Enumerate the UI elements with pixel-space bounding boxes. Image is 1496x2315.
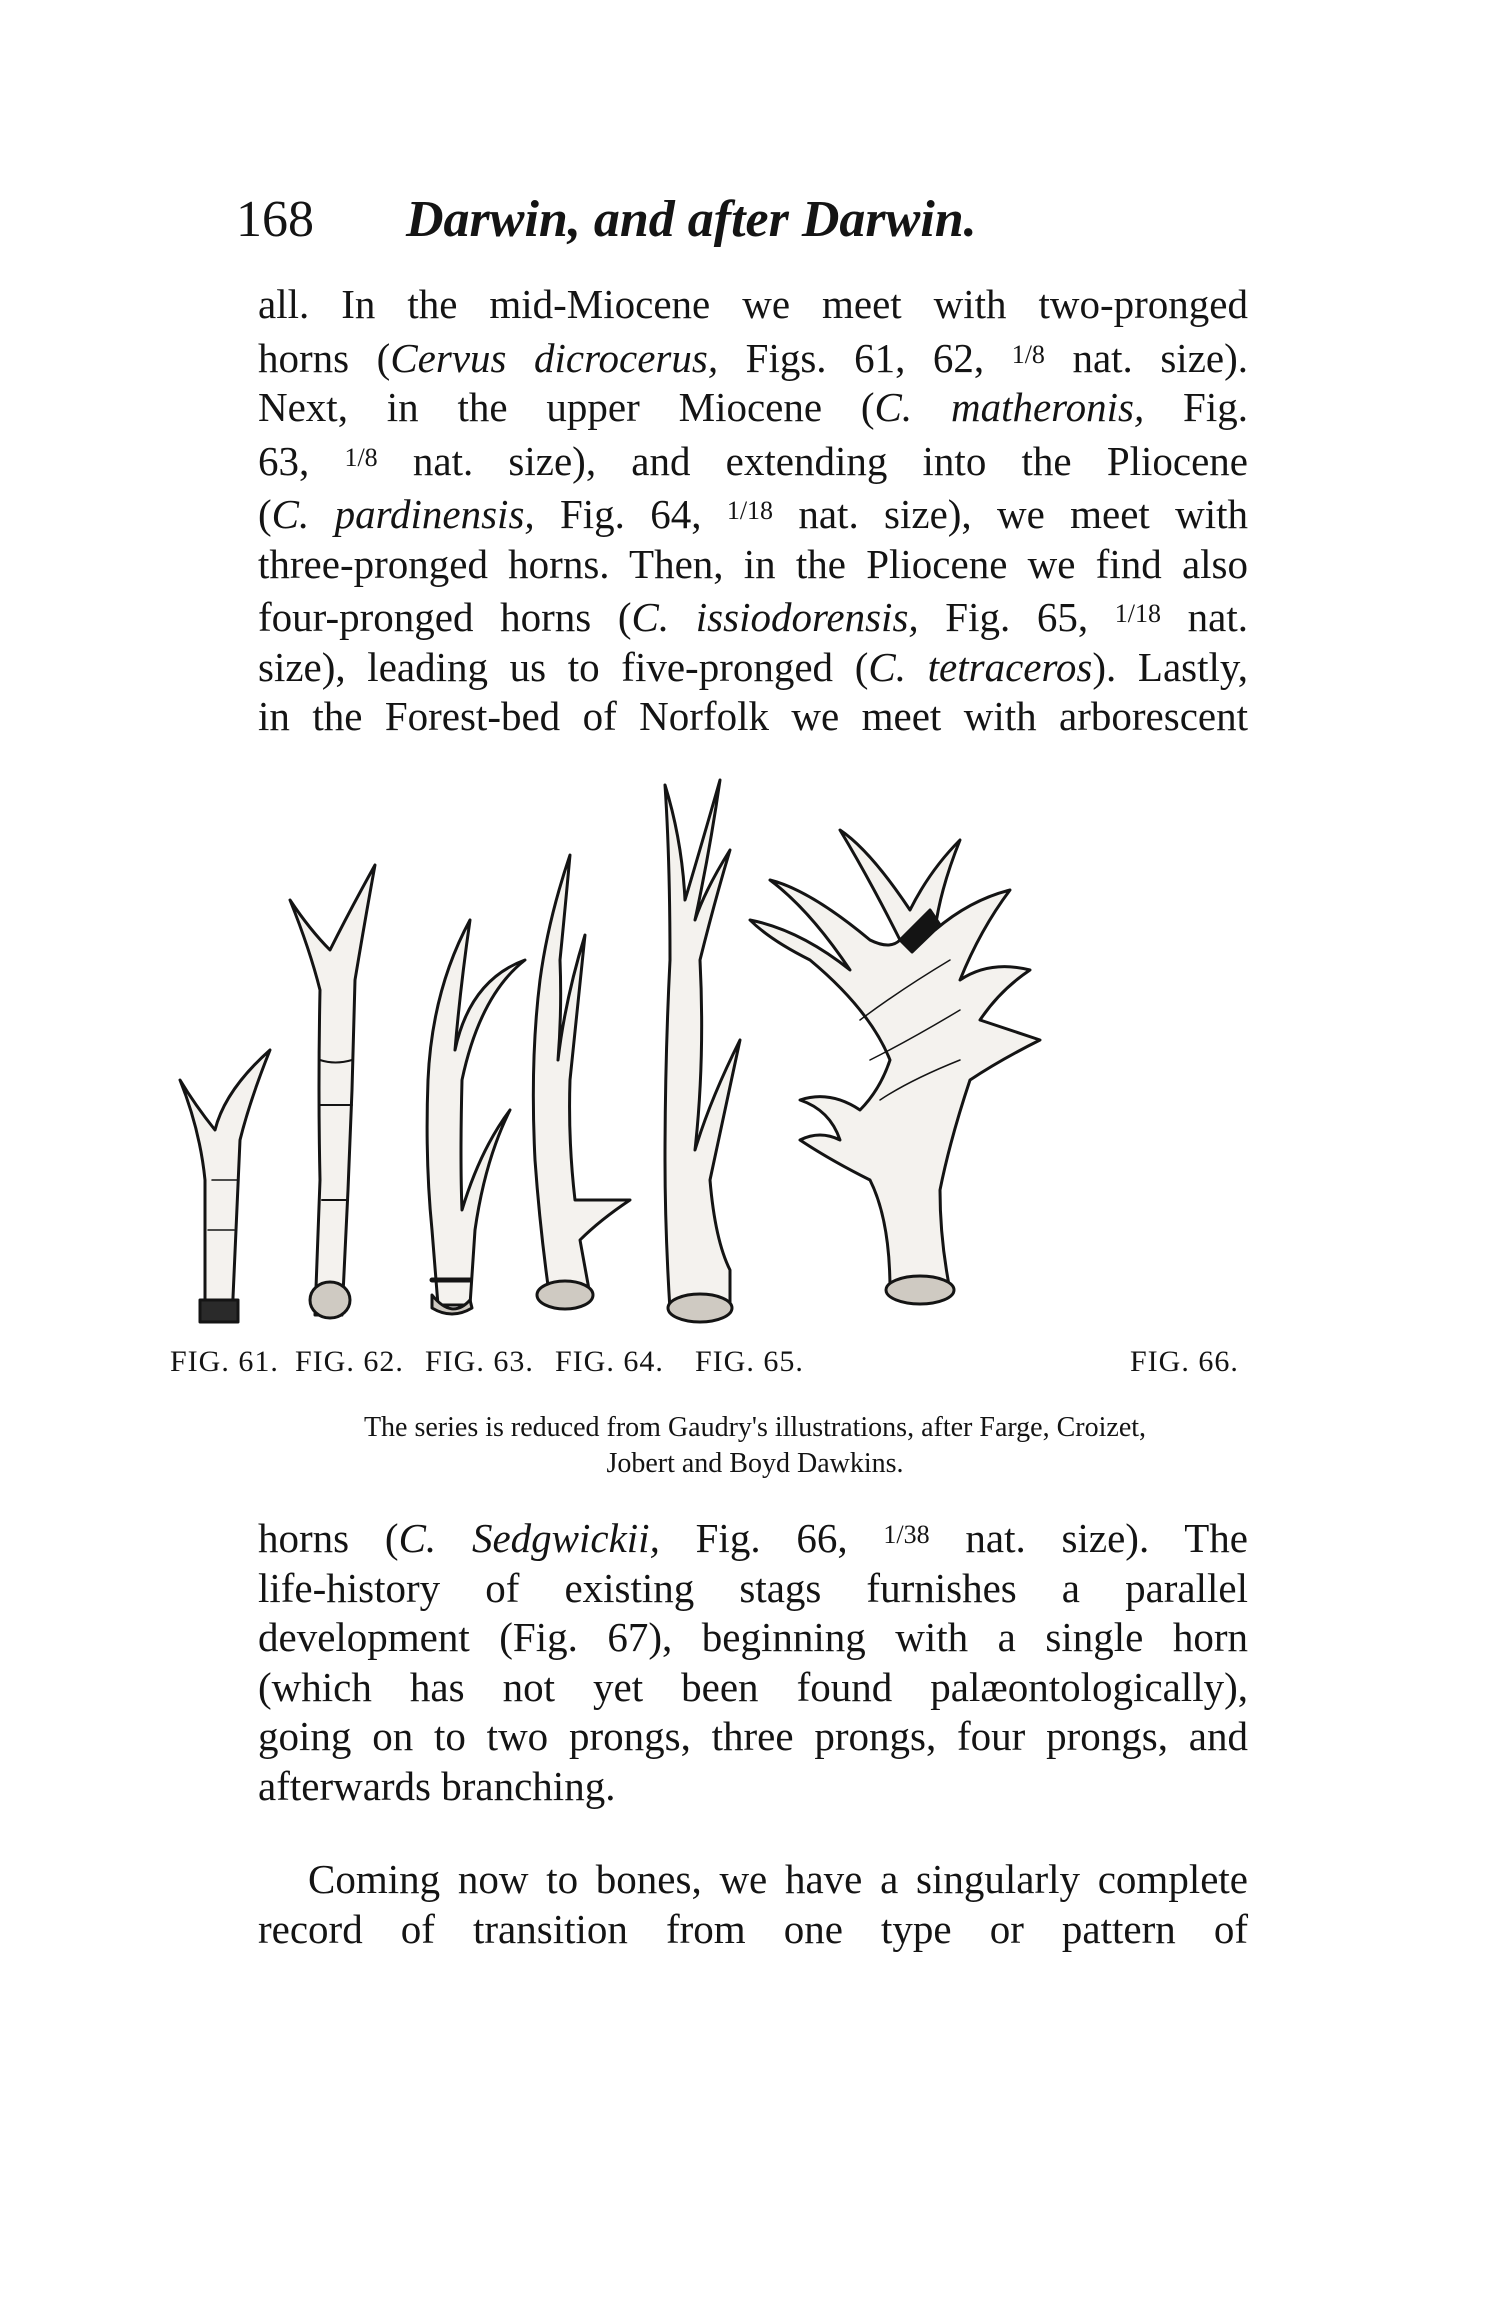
text-line: in the Forest-bed of Norfolk we meet with arborescent: [258, 693, 1248, 739]
antler-fig-64: [533, 855, 630, 1309]
antler-fig-65: [665, 780, 740, 1322]
text-line: horns (Cervus dicrocerus, Figs. 61, 62, $^{1/8}$ nat. size).: [258, 334, 1248, 381]
paragraph-2: [258, 1510, 1248, 1811]
text-line: all. In the mid-Miocene we meet with two-pronged: [258, 281, 1248, 327]
text-line: Next, in the upper Miocene (C. matheronis, Fig.: [258, 384, 1248, 430]
text-line: life-history of existing stags furnishes a parallel: [258, 1564, 1248, 1611]
figure-label: FIG. 65.: [695, 1345, 804, 1378]
text-line: three-pronged horns. Then, in the Pliocene we find also: [258, 540, 1248, 587]
paragraph-3: [258, 1855, 1248, 1954]
fraction: 1/38: [883, 1520, 930, 1549]
antler-fig-61: [180, 1050, 270, 1322]
text-line: 63, $^{1/8}$ nat. size), and extending into the Pliocene: [258, 437, 1248, 484]
fraction: 1/8: [344, 442, 378, 472]
text-line: (which has not yet been found palæontologically),: [258, 1663, 1248, 1710]
figure-label: FIG. 63.: [425, 1345, 534, 1378]
paragraph-1: [258, 280, 1248, 742]
text-line: horns (C. Sedgwickii, Fig. 66, $^{1/38}$ nat. size). The: [258, 1515, 1248, 1561]
antler-fig-63: [427, 920, 525, 1314]
antler-series-figure: [170, 760, 1370, 1330]
figure-label: FIG. 66.: [1130, 1345, 1239, 1378]
antler-fig-66: [750, 830, 1040, 1304]
figure-label: FIG. 61.: [170, 1345, 279, 1378]
running-head: [236, 190, 1256, 250]
antler-illustration: [170, 760, 1370, 1330]
text-line: Coming now to bones, we have a singularly complete: [308, 1856, 1248, 1902]
fraction: 1/18: [1114, 599, 1161, 628]
figure-label: FIG. 62.: [295, 1345, 404, 1378]
figure-label: FIG. 64.: [555, 1345, 664, 1378]
caption-line: Jobert and Boyd Dawkins.: [606, 1448, 904, 1479]
text-line: development (Fig. 67), beginning with a single horn: [258, 1614, 1248, 1660]
figure-labels: [170, 1345, 1280, 1385]
text-line: (C. pardinensis, Fig. 64, $^{1/18}$ nat. size), we meet with: [258, 491, 1248, 537]
antler-fig-62: [290, 865, 375, 1318]
text-line: four-pronged horns (C. issiodorensis, Fig. 65, $^{1/18}$ nat.: [258, 594, 1248, 640]
page-number: 168: [236, 191, 314, 248]
book-title: Darwin, and after Darwin.: [406, 191, 977, 248]
figure-caption: [260, 1410, 1250, 1482]
fraction: 1/18: [726, 496, 774, 525]
text-line: going on to two prongs, three prongs, four prongs, and: [258, 1713, 1248, 1759]
text-line: record of transition from one type or pattern of: [258, 1905, 1248, 1952]
text-line: size), leading us to five-pronged (C. tetraceros). Lastly,: [258, 643, 1248, 690]
text-line: afterwards branching.: [258, 1762, 616, 1809]
caption-line: The series is reduced from Gaudry's illustrations, after Farge, Croizet,: [363, 1412, 1147, 1443]
fraction: 1/8: [1011, 339, 1045, 369]
